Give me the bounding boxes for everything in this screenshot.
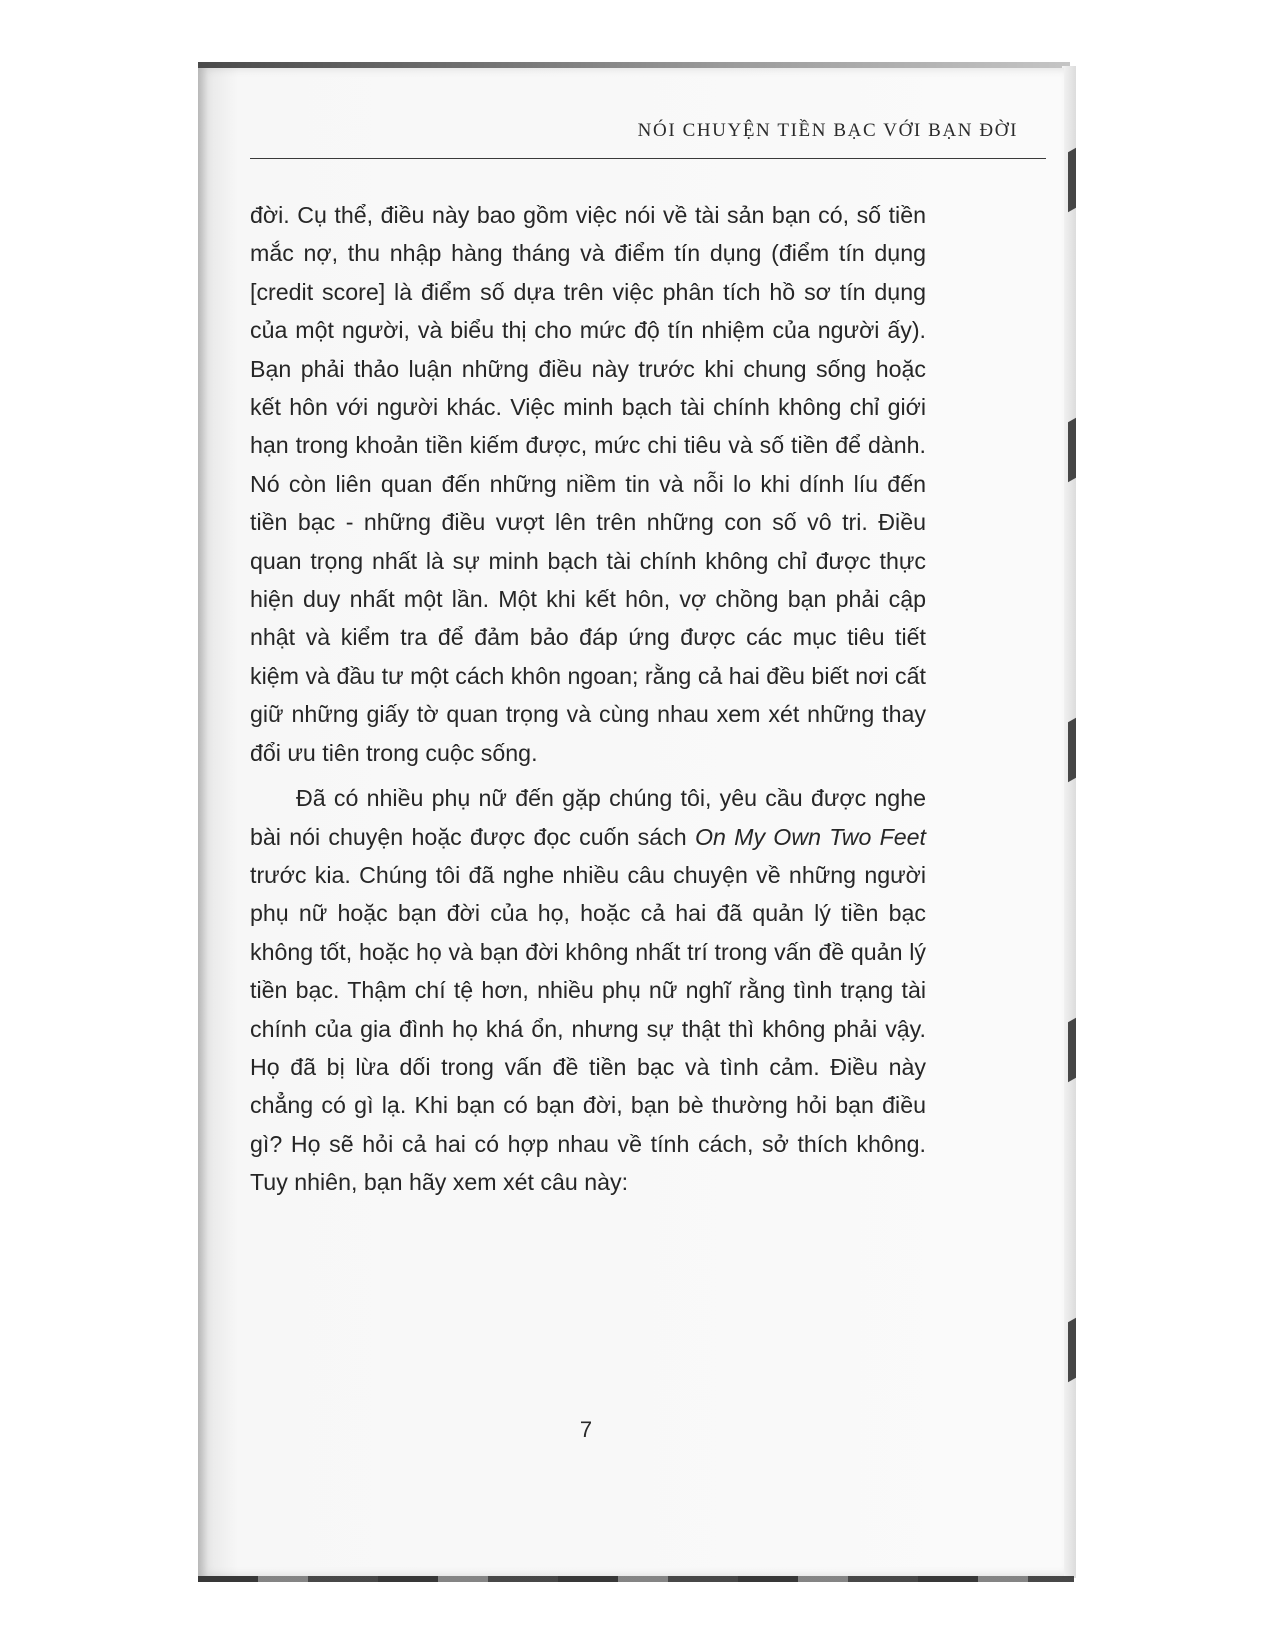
paragraph-2 [250, 779, 926, 1201]
header-rule [250, 158, 1046, 159]
background-stripe [1068, 718, 1076, 783]
page-number: 7 [579, 1417, 593, 1442]
paragraph-2-end: trước kia. Chúng tôi đã nghe nhiều câu chuyện về những người phụ nữ hoặc bạn đời của họ, hoặc cả hai đã quản lý tiền bạc không tốt, hoặc họ và bạn đời không nhất trí trong vấn đề quản lý tiền bạc. Thậm chí tệ hơn, nhiều phụ nữ nghĩ rằng tình trạng tài chính của gia đình họ khá ổn, nhưng sự thật thì không phải vậy. Họ đã bị lừa dối trong vấn đề tiền bạc và tình cảm. Điều này chẳng có gì lạ. Khi bạn có bạn đời, bạn bè thường hỏi bạn điều gì? Họ sẽ hỏi cả hai có hợp nhau về tính cách, sở thích không. Tuy nhiên, bạn hãy xem xét câu này: [250, 861, 926, 1196]
paragraph-1: đời. Cụ thể, điều này bao gồm việc nói về tài sản bạn có, số tiền mắc nợ, thu nhập hàng tháng và điểm tín dụng (điểm tín dụng [credit score] là điểm số dựa trên việc phân tích hồ sơ tín dụng của một người, và biểu thị cho mức độ tín nhiệm của người ấy). Bạn phải thảo luận những điều này trước khi chung sống hoặc kết hôn với người khác. Việc minh bạch tài chính không chỉ giới hạn trong khoản tiền kiếm được, mức chi tiêu và số tiền để dành. Nó còn liên quan đến những niềm tin và nỗi lo khi dính líu đến tiền bạc - những điều vượt lên trên những con số vô tri. Điều quan trọng nhất là sự minh bạch tài chính không chỉ được thực hiện duy nhất một lần. Một khi kết hôn, vợ chồng bạn phải cập nhật và kiểm tra để đảm bảo đáp ứng được các mục tiêu tiết kiệm và đầu tư một cách khôn ngoan; rằng cả hai đều biết nơi cất giữ những giấy tờ quan trọng và cùng nhau xem xét những thay đổi ưu tiên trong cuộc sống. [250, 202, 926, 766]
background-stripe [1068, 148, 1076, 213]
book-bottom-edge [198, 1576, 1074, 1582]
paragraph-2-start: Đã có nhiều phụ nữ đến gặp chúng tôi, yêu cầu được nghe bài nói chuyện hoặc được đọc cuốn sách [250, 785, 926, 850]
body-text [250, 196, 926, 1202]
background-stripe [1068, 1018, 1076, 1083]
book-page [198, 68, 1064, 1576]
book-title: On My Own Two Feet [694, 823, 926, 850]
running-head: NÓI CHUYỆN TIỀN BẠC VỚI BẠN ĐỜI [637, 120, 1018, 141]
background-stripe [1068, 1318, 1076, 1383]
background-stripe [1068, 418, 1076, 483]
